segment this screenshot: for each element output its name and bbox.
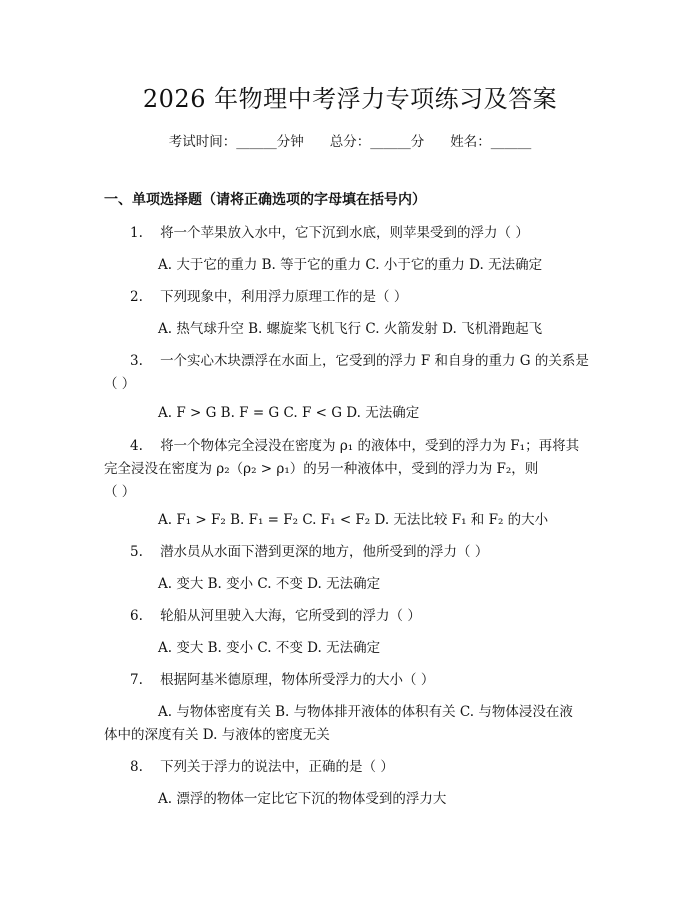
question-number: 2. xyxy=(130,289,143,305)
question-8 xyxy=(130,755,394,779)
question-1-options: A. 大于它的重力 B. 等于它的重力 C. 小于它的重力 D. 无法确定 xyxy=(158,257,543,273)
question-stem: 将一个苹果放入水中，它下沉到水底，则苹果受到的浮力（ ） xyxy=(160,225,529,241)
question-stem-line-1: 将一个物体完全浸没在密度为 ρ₁ 的液体中，受到的浮力为 F₁；再将其 xyxy=(160,438,580,454)
question-2-options: A. 热气球升空 B. 螺旋桨飞机飞行 C. 火箭发射 D. 飞机滑跑起飞 xyxy=(158,321,543,337)
question-3-stem-line-2: （ ） xyxy=(104,376,136,392)
question-stem: 潜水员从水面下潜到更深的地方，他所受到的浮力（ ） xyxy=(160,544,489,560)
question-stem: 根据阿基米德原理，物体所受浮力的大小（ ） xyxy=(160,672,435,688)
question-8-options: A. 漂浮的物体一定比它下沉的物体受到的浮力大 xyxy=(158,791,447,807)
question-number: 1. xyxy=(130,225,143,241)
question-number: 7. xyxy=(130,672,143,688)
question-4-stem-line-2: 完全浸没在密度为 ρ₂（ρ₂ > ρ₁）的另一种液体中，受到的浮力为 F₂，则 xyxy=(104,461,539,477)
question-1 xyxy=(130,221,529,245)
section-heading: 一、单项选择题（请将正确选项的字母填在括号内） xyxy=(104,192,426,208)
question-stem: 下列关于浮力的说法中，正确的是（ ） xyxy=(160,759,394,775)
question-3 xyxy=(130,349,589,373)
question-7-options-line-1: A. 与物体密度有关 B. 与物体排开液体的体积有关 C. 与物体浸没在液 xyxy=(158,704,573,720)
total-score-label: 总分：______分 xyxy=(329,134,425,150)
question-5 xyxy=(130,540,488,564)
student-name-label: 姓名：______ xyxy=(450,134,532,150)
question-3-options: A. F > G B. F = G C. F < G D. 无法确定 xyxy=(158,405,420,421)
question-4-options: A. F₁ > F₂ B. F₁ = F₂ C. F₁ < F₂ D. 无法比较 F₁ 和 F₂ 的大小 xyxy=(158,512,549,528)
question-number: 6. xyxy=(130,608,143,624)
exam-meta xyxy=(0,132,700,152)
question-number: 8. xyxy=(130,759,143,775)
question-stem: 下列现象中，利用浮力原理工作的是（ ） xyxy=(160,289,408,305)
question-5-options: A. 变大 B. 变小 C. 不变 D. 无法确定 xyxy=(158,576,381,592)
question-6 xyxy=(130,604,421,628)
question-4 xyxy=(130,434,579,458)
question-7 xyxy=(130,668,434,692)
question-stem-line-1: 一个实心木块漂浮在水面上，它受到的浮力 F 和自身的重力 G 的关系是 xyxy=(160,353,589,369)
document-title: 2026 年物理中考浮力专项练习及答案 xyxy=(142,85,558,113)
question-6-options: A. 变大 B. 变小 C. 不变 D. 无法确定 xyxy=(158,640,381,656)
question-number: 3. xyxy=(130,353,143,369)
question-2 xyxy=(130,285,407,309)
question-4-stem-line-3: （ ） xyxy=(104,484,136,500)
question-number: 5. xyxy=(130,544,143,560)
exam-time-label: 考试时间：______分钟 xyxy=(168,134,304,150)
question-stem: 轮船从河里驶入大海，它所受到的浮力（ ） xyxy=(160,608,421,624)
question-number: 4. xyxy=(130,438,143,454)
question-7-options-line-2: 体中的深度有关 D. 与液体的密度无关 xyxy=(104,727,330,743)
